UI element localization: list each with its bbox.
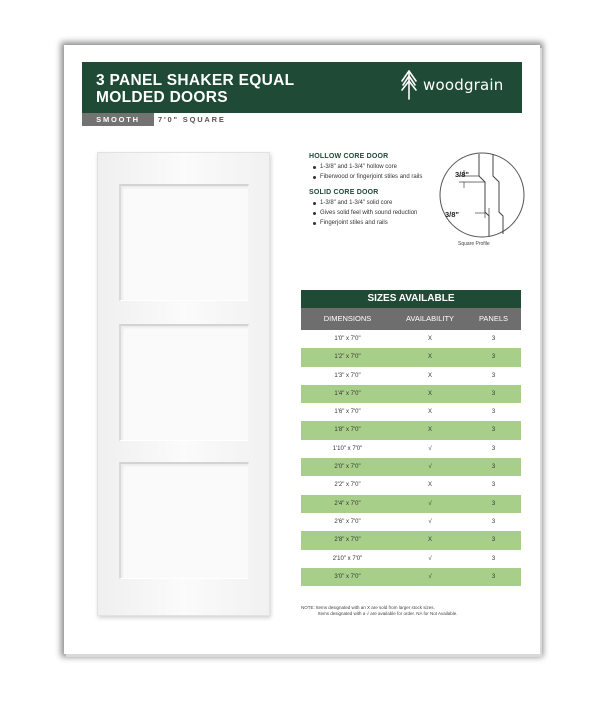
table-row (301, 531, 521, 549)
panels-cell: 3 (491, 464, 496, 471)
availability-cell: √ (428, 555, 432, 562)
dimension-cell: 2'4" x 7'0" (334, 500, 361, 507)
door-panel-middle (119, 324, 249, 441)
page-title (96, 72, 326, 106)
table-row (301, 330, 521, 348)
table-title: SIZES AVAILABLE (301, 290, 521, 308)
spec-item: 1-3/8" and 1-3/4" solid core (312, 198, 417, 208)
spec-item: 1-3/8" and 1-3/4" hollow core (312, 162, 422, 172)
table-row (301, 348, 521, 366)
footnote-line-1: NOTE: Items designated with an X are sold from larger stock sizes. (301, 605, 435, 610)
panels-cell: 3 (491, 427, 496, 434)
table-row (301, 367, 521, 385)
dimension-cell: 1'8" x 7'0" (334, 427, 361, 434)
panels-cell: 3 (491, 573, 496, 580)
finish-badge: SMOOTH (82, 113, 154, 126)
dimension-cell: 2'0" x 7'0" (334, 464, 361, 471)
logo-wordmark: woodgrain (423, 76, 504, 94)
availability-cell: √ (428, 500, 432, 507)
dimension-cell: 1'4" x 7'0" (334, 390, 361, 397)
panels-cell: 3 (491, 482, 496, 489)
footnote (301, 605, 526, 617)
spec-item: Gives solid feel with sound reduction (312, 208, 417, 218)
table-row (301, 385, 521, 403)
table-row (301, 421, 521, 439)
table-row (301, 568, 521, 586)
dimension-cell: 1'0" x 7'0" (334, 336, 361, 342)
availability-cell: X (427, 390, 432, 397)
table-row (301, 476, 521, 494)
dimension-cell: 2'8" x 7'0" (334, 537, 361, 544)
spec-item: Fiberwood or fingerjoint stiles and rails (312, 172, 422, 182)
dimension-cell: 1'6" x 7'0" (334, 409, 361, 416)
panels-cell: 3 (491, 409, 496, 416)
profile-dim-bottom: 3/8" (445, 210, 459, 219)
panels-cell: 3 (491, 537, 496, 544)
availability-cell: X (427, 427, 432, 434)
availability-cell: √ (428, 445, 432, 452)
table-row (301, 513, 521, 531)
table-row (301, 550, 521, 568)
table-row (301, 403, 521, 421)
availability-cell: X (427, 372, 432, 379)
hollow-core-heading: HOLLOW CORE DOOR (309, 153, 389, 160)
availability-cell: √ (428, 518, 432, 525)
availability-cell: √ (428, 464, 432, 471)
woodgrain-logo (400, 70, 512, 102)
title-line-1: 3 PANEL SHAKER EQUAL (96, 72, 295, 89)
solid-core-heading: SOLID CORE DOOR (309, 189, 379, 196)
panels-cell: 3 (491, 372, 496, 379)
hollow-core-list (312, 162, 422, 182)
table-row (301, 440, 521, 458)
footnote-line-2: Items designated with a √ are available for order. NA for Not Available. (318, 611, 458, 616)
availability-cell: X (427, 336, 432, 342)
tree-logo-icon (400, 70, 418, 100)
availability-cell: X (427, 482, 432, 489)
door-panel-bottom (119, 462, 249, 579)
dimension-cell: 2'6" x 7'0" (334, 518, 361, 525)
table-row (301, 458, 521, 476)
sizes-table (301, 290, 521, 586)
panels-cell: 3 (491, 354, 496, 361)
panels-cell: 3 (491, 445, 496, 452)
availability-cell: X (427, 354, 432, 361)
dimension-cell: 2'2" x 7'0" (334, 482, 361, 489)
title-line-2: MOLDED DOORS (96, 89, 228, 106)
profile-caption: Square Profile (458, 241, 490, 247)
profile-dim-top: 3/8" (455, 170, 469, 179)
square-profile-diagram (437, 150, 527, 245)
door-panel-top (119, 184, 249, 301)
availability-cell: X (427, 409, 432, 416)
spec-item: Fingerjoint stiles and rails (312, 218, 417, 228)
dimension-cell: 3'0" x 7'0" (334, 573, 361, 580)
panels-cell: 3 (491, 390, 496, 397)
table-header (301, 308, 521, 330)
availability-cell: X (427, 537, 432, 544)
solid-core-list (312, 198, 417, 228)
panels-cell: 3 (491, 555, 496, 562)
column-header: DIMENSIONS (323, 314, 372, 323)
availability-cell: √ (428, 573, 432, 580)
size-label: 7'0" SQUARE (158, 115, 226, 124)
table-row (301, 495, 521, 513)
panels-cell: 3 (491, 518, 496, 525)
dimension-cell: 1'10" x 7'0" (332, 445, 363, 452)
door-illustration (97, 152, 270, 616)
panels-cell: 3 (491, 336, 496, 342)
dimension-cell: 1'3" x 7'0" (334, 372, 361, 379)
column-header: PANELS (478, 314, 509, 323)
dimension-cell: 1'2" x 7'0" (334, 354, 361, 361)
column-header: AVAILABILITY (405, 314, 455, 323)
dimension-cell: 2'10" x 7'0" (332, 555, 363, 562)
panels-cell: 3 (491, 500, 496, 507)
